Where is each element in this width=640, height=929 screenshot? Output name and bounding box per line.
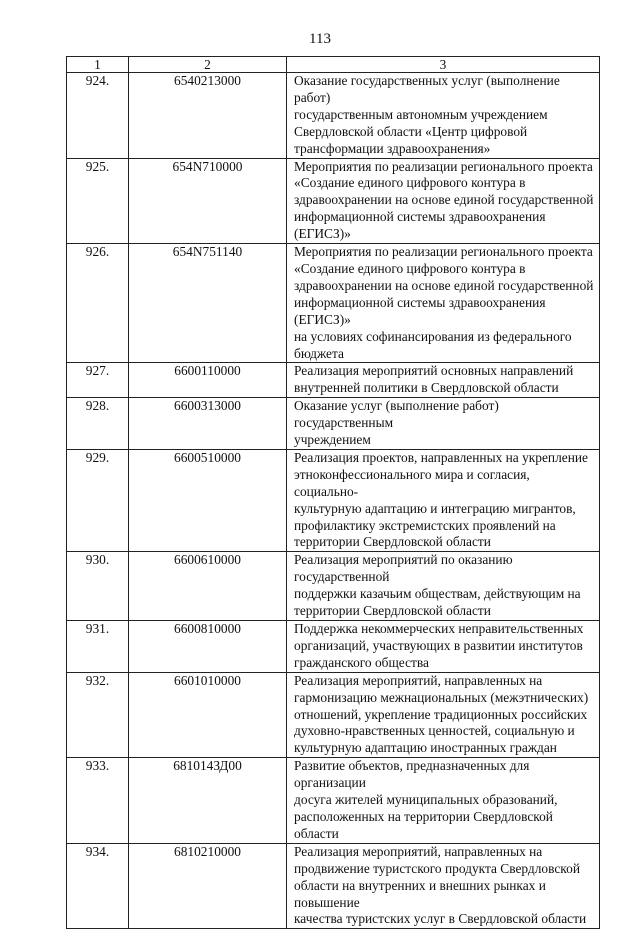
row-number: 933. (67, 758, 129, 844)
row-code: 6601010000 (129, 672, 287, 758)
page-number: 113 (309, 31, 331, 47)
header-col-3: 3 (287, 57, 600, 73)
row-code: 654N710000 (129, 158, 287, 244)
row-code: 6810210000 (129, 843, 287, 929)
row-description: Поддержка некоммерческих неправительственных организаций, участвующих в развитии институтов гражданского общества (287, 621, 600, 673)
row-description: Реализация проектов, направленных на укрепление этноконфессионального мира и согласия, социально- культурную адаптацию и интеграцию мигрантов, профилактику экстремистских проявлений на территории Свердловской области (287, 449, 600, 551)
table-row (67, 758, 600, 844)
row-code: 6600110000 (129, 363, 287, 398)
row-description: Оказание государственных услуг (выполнение работ) государственным автономным учреждением Свердловской области «Центр цифровой трансформации здравоохранения» (287, 73, 600, 159)
header-row (67, 57, 600, 73)
table-row (67, 158, 600, 244)
row-number: 929. (67, 449, 129, 551)
row-description: Реализация мероприятий, направленных на гармонизацию межнациональных (межэтнических) отношений, укрепление традиционных российских духовно-нравственных ценностей, социальную и культурную адаптацию иностранных граждан (287, 672, 600, 758)
table-row (67, 244, 600, 363)
table-header (67, 57, 600, 73)
row-number: 931. (67, 621, 129, 673)
table-row (67, 363, 600, 398)
row-code: 681014ЗД00 (129, 758, 287, 844)
row-code: 6600313000 (129, 398, 287, 450)
table-row (67, 449, 600, 551)
row-code: 6540213000 (129, 73, 287, 159)
row-number: 925. (67, 158, 129, 244)
row-description: Развитие объектов, предназначенных для организации досуга жителей муниципальных образований, расположенных на территории Свердловской области (287, 758, 600, 844)
table-row (67, 621, 600, 673)
row-description: Оказание услуг (выполнение работ) государственным учреждением (287, 398, 600, 450)
row-number: 926. (67, 244, 129, 363)
row-code: 6600510000 (129, 449, 287, 551)
row-number: 928. (67, 398, 129, 450)
row-description: Реализация мероприятий, направленных на продвижение туристского продукта Свердловской области на внутренних и внешних рынках и повышение качества туристских услуг в Свердловской области (287, 843, 600, 929)
table-body (67, 73, 600, 929)
table-row (67, 398, 600, 450)
row-number: 932. (67, 672, 129, 758)
row-number: 927. (67, 363, 129, 398)
header-col-1: 1 (67, 57, 129, 73)
row-code: 6600810000 (129, 621, 287, 673)
header-col-2: 2 (129, 57, 287, 73)
table-row (67, 843, 600, 929)
table-row (67, 73, 600, 159)
row-description: Реализация мероприятий по оказанию государственной поддержки казачьим обществам, действующим на территории Свердловской области (287, 552, 600, 621)
row-number: 930. (67, 552, 129, 621)
row-description: Мероприятия по реализации регионального проекта «Создание единого цифрового контура в здравоохранении на основе единой государственной информационной системы здравоохранения (ЕГИСЗ)» (287, 158, 600, 244)
row-description: Реализация мероприятий основных направлений внутренней политики в Свердловской области (287, 363, 600, 398)
budget-code-table (66, 56, 600, 929)
table-row (67, 552, 600, 621)
row-number: 934. (67, 843, 129, 929)
row-code: 654N751140 (129, 244, 287, 363)
table-row (67, 672, 600, 758)
row-code: 6600610000 (129, 552, 287, 621)
row-number: 924. (67, 73, 129, 159)
row-description: Мероприятия по реализации регионального проекта «Создание единого цифрового контура в здравоохранении на основе единой государственной информационной системы здравоохранения (ЕГИСЗ)» на условиях софинансирования из федерального бюджета (287, 244, 600, 363)
